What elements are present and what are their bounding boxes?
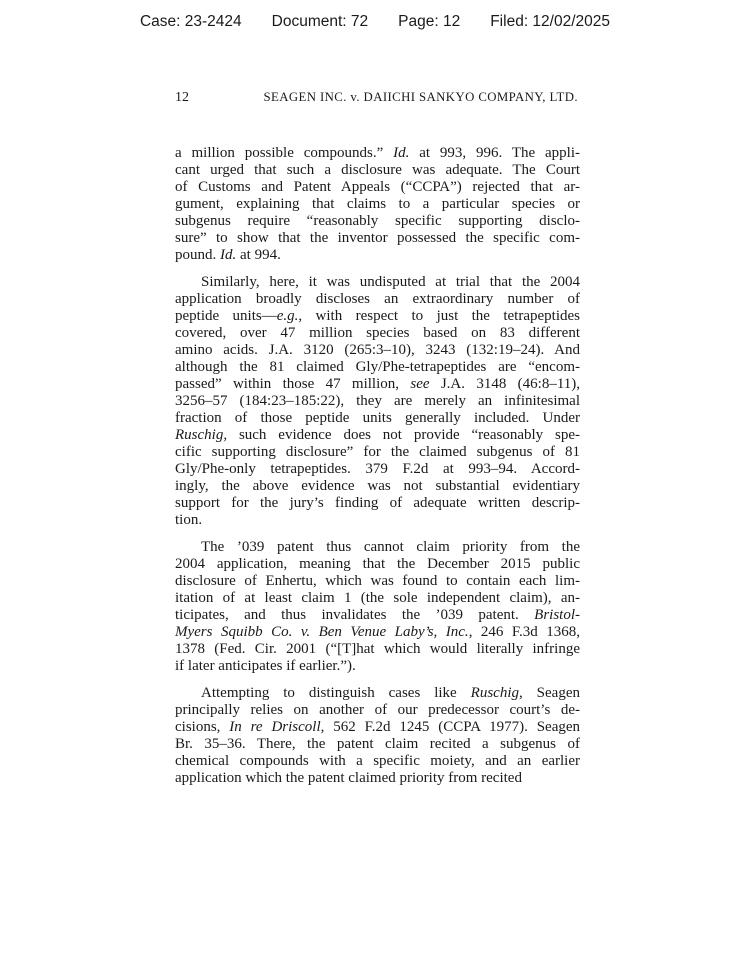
text-line: 2004 application, meaning that the December 2015 public — [175, 556, 580, 572]
running-head — [175, 89, 580, 106]
text-line: Myers Squibb Co. v. Ben Venue Laby’s, Inc., 246 F.3d 1368, — [175, 624, 580, 640]
paragraph — [175, 685, 580, 787]
stamp-case-number: Case: 23-2424 — [139, 13, 242, 30]
text-line: pound. Id. at 994. — [175, 247, 281, 263]
text-line: chemical compounds with a specific moiety, and an earlier — [175, 753, 580, 769]
text-line: Ruschig, such evidence does not provide “reasonably spe- — [175, 427, 580, 443]
text-line: if later anticipates if earlier.”). — [175, 658, 356, 674]
text-line: fraction of those peptide units generally included. Under — [175, 410, 580, 426]
text-line: sure” to show that the inventor possessed the specific com- — [175, 230, 580, 246]
text-line: The ’039 patent thus cannot claim priority from the — [201, 539, 580, 555]
stamp-header — [0, 13, 750, 31]
text-line: a million possible compounds.” Id. at 993, 996. The appli- — [175, 145, 580, 161]
text-line: passed” within those 47 million, see J.A. 3148 (46:8–11), — [175, 376, 581, 392]
text-line: itation of at least claim 1 (the sole independent claim), an- — [175, 590, 580, 606]
text-line: Br. 35–36. There, the patent claim recited a subgenus of — [175, 736, 580, 752]
text-line: ticipates, and thus invalidates the ’039 patent. Bristol- — [175, 607, 580, 623]
text-line: 3256–57 (184:23–185:22), they are merely an infinitesimal — [175, 393, 580, 409]
text-line: application which the patent claimed priority from recited — [175, 770, 522, 786]
paragraph — [175, 145, 580, 264]
case-title: SEAGEN INC. v. DAIICHI SANKYO COMPANY, LTD. — [263, 90, 578, 104]
text-line: Similarly, here, it was undisputed at trial that the 2004 — [201, 274, 580, 290]
text-line: of Customs and Patent Appeals (“CCPA”) rejected that ar- — [175, 179, 580, 195]
text-line: cisions, In re Driscoll, 562 F.2d 1245 (CCPA 1977). Seagen — [175, 719, 581, 735]
text-line: subgenus require “reasonably specific supporting disclo- — [175, 213, 580, 229]
text-line: gument, explaining that claims to a particular species or — [175, 196, 580, 212]
text-line: cific supporting disclosure” for the claimed subgenus of 81 — [175, 444, 580, 460]
paragraph — [175, 539, 580, 675]
page-number: 12 — [175, 90, 189, 105]
text-line: 1378 (Fed. Cir. 2001 (“[T]hat which would literally infringe — [175, 641, 580, 657]
text-line: principally relies on another of our predecessor court’s de- — [175, 702, 580, 718]
body-text — [175, 145, 580, 787]
stamp-filed-date: Filed: 12/02/2025 — [490, 13, 611, 30]
stamp-document-number: Document: 72 — [271, 13, 369, 30]
text-line: peptide units—e.g., with respect to just the tetrapeptides — [175, 308, 580, 324]
text-line: amino acids. J.A. 3120 (265:3–10), 3243 (132:19–24). And — [175, 342, 580, 358]
text-line: application broadly discloses an extraordinary number of — [175, 291, 580, 307]
text-line: cant urged that such a disclosure was adequate. The Court — [175, 162, 580, 178]
paragraph — [175, 274, 580, 529]
text-line: disclosure of Enhertu, which was found to contain each lim- — [175, 573, 580, 589]
text-line: support for the jury’s finding of adequate written descrip- — [175, 495, 580, 511]
text-line: tion. — [175, 512, 203, 528]
text-line: although the 81 claimed Gly/Phe-tetrapeptides are “encom- — [175, 359, 580, 375]
text-line: covered, over 47 million species based on 83 different — [175, 325, 580, 341]
text-line: Gly/Phe-only tetrapeptides. 379 F.2d at 993–94. Accord- — [175, 461, 580, 477]
stamp-page-number: Page: 12 — [398, 13, 461, 30]
text-line: Attempting to distinguish cases like Ruschig, Seagen — [201, 685, 580, 701]
text-line: ingly, the above evidence was not substantial evidentiary — [175, 478, 580, 494]
